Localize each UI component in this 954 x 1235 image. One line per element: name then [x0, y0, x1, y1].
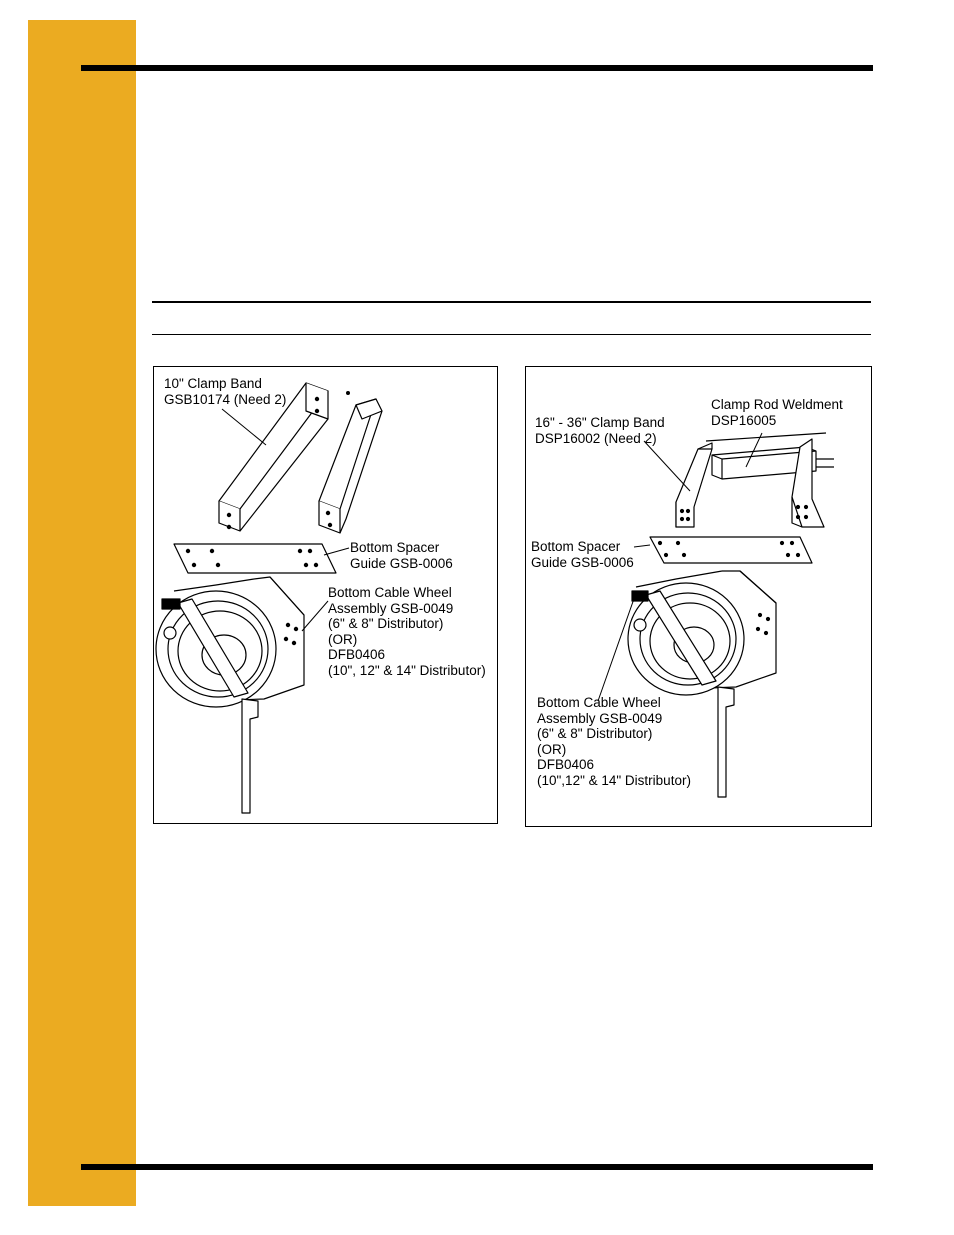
- clamp-band-label: 10" Clamp Band GSB10174 (Need 2): [164, 376, 287, 407]
- bottom-spacer-label-right: Bottom Spacer Guide GSB-0006: [531, 539, 634, 570]
- figure-10in-assembly: [153, 366, 498, 824]
- header-rule: [81, 65, 873, 71]
- side-color-bar: [28, 20, 136, 1206]
- clamp-rod-weldment-label: Clamp Rod Weldment DSP16005: [711, 397, 843, 428]
- figure-16-36in-assembly: [525, 366, 872, 827]
- clamp-band-label-right: 16" - 36" Clamp Band DSP16002 (Need 2): [535, 415, 665, 446]
- section-rule-thin: [152, 334, 871, 335]
- bottom-spacer-label: Bottom Spacer Guide GSB-0006: [350, 540, 453, 571]
- footer-rule: [81, 1164, 873, 1170]
- section-rule: [152, 301, 871, 303]
- bottom-cable-wheel-label-right: Bottom Cable Wheel Assembly GSB-0049 (6" & 8" Distributor) (OR) DFB0406 (10",12" & 14" Distributor): [537, 695, 691, 788]
- bottom-cable-wheel-label: Bottom Cable Wheel Assembly GSB-0049 (6" & 8" Distributor) (OR) DFB0406 (10", 12" & 14" Distributor): [328, 585, 486, 678]
